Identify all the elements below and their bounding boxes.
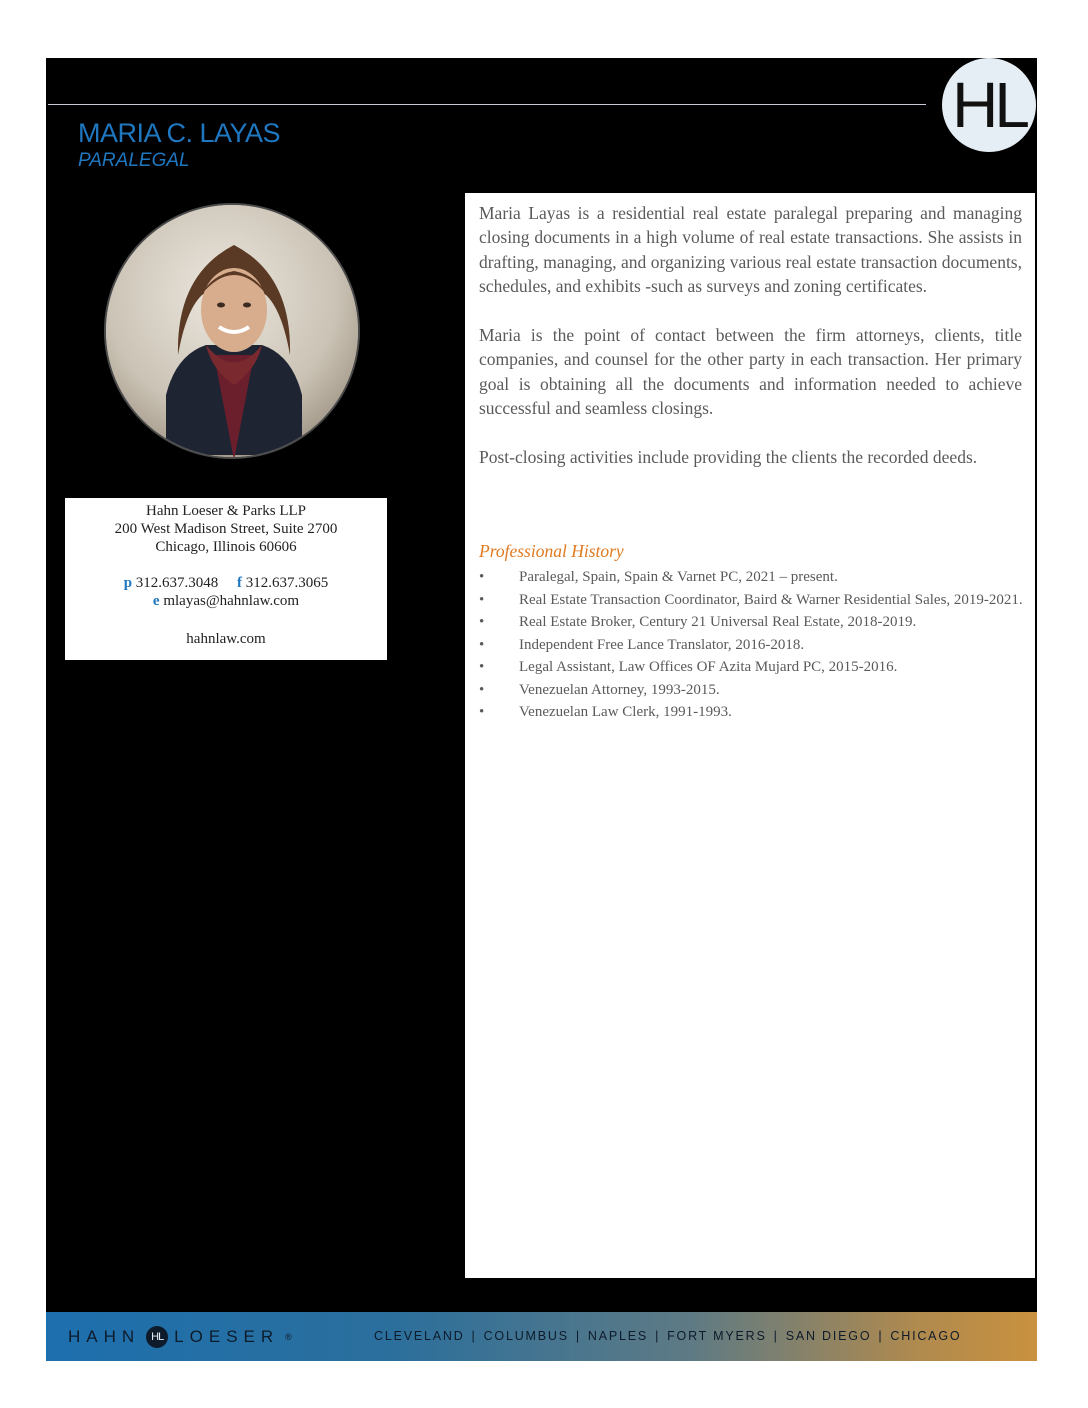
city-separator: |	[655, 1329, 661, 1343]
footer-bar	[46, 1312, 1037, 1361]
history-list	[479, 567, 1024, 725]
history-item-text: Legal Assistant, Law Offices OF Azita Mujard PC, 2015-2016.	[519, 659, 898, 675]
list-item	[479, 590, 1024, 610]
brand-logo-icon: HL	[146, 1326, 168, 1348]
bullet-icon: •	[479, 614, 485, 630]
phone-fax-line	[65, 574, 387, 592]
registered-mark: ®	[285, 1332, 292, 1342]
city-separator: |	[878, 1329, 884, 1343]
city-naples: NAPLES	[587, 1329, 649, 1343]
bio-section	[479, 201, 1022, 494]
person-title: PARALEGAL	[78, 150, 190, 171]
brand-hahn: HAHN	[68, 1327, 141, 1346]
bio-paragraph-3: Post-closing activities include providing the clients the recorded deeds.	[479, 447, 978, 468]
fax-number: 312.637.3065	[245, 575, 329, 591]
fax-label: f	[237, 575, 243, 591]
header-divider	[48, 104, 926, 105]
email-label: e	[152, 593, 160, 609]
history-item-text: Venezuelan Attorney, 1993-2015.	[519, 681, 720, 698]
city-separator: |	[773, 1329, 779, 1343]
portrait-illustration	[106, 205, 360, 459]
email-link[interactable]: mlayas@hahnlaw.com	[163, 593, 300, 609]
city-separator: |	[471, 1329, 477, 1343]
footer-cities	[374, 1329, 961, 1343]
bullet-icon: •	[479, 659, 485, 675]
bullet-icon: •	[479, 704, 485, 720]
phone-number[interactable]: 312.637.3048	[135, 575, 219, 591]
person-name: MARIA C. LAYAS	[78, 118, 281, 148]
firm-name: Hahn Loeser & Parks LLP	[146, 503, 306, 519]
bullet-icon: •	[479, 591, 485, 608]
city-san-diego: SAN DIEGO	[785, 1329, 872, 1343]
history-item-text: Venezuelan Law Clerk, 1991-1993.	[519, 704, 732, 720]
phone-label: p	[123, 575, 133, 591]
history-heading: Professional History	[479, 541, 624, 561]
bio-paragraph-1: Maria Layas is a residential real estate paralegal preparing and managing closing documents in a high volume of real estate transactions. She assists in drafting, managing, and organizing various real estate transaction documents, schedules, and exhibits -such as surveys and zoning certificates.	[479, 203, 1022, 297]
brand-loeser: LOESER	[174, 1327, 280, 1346]
footer-brand	[68, 1326, 292, 1348]
list-item	[479, 567, 1024, 587]
email-line	[65, 592, 387, 610]
hl-logo: HL	[942, 58, 1036, 152]
list-item	[479, 657, 1024, 677]
address-line-1: 200 West Madison Street, Suite 2700	[114, 521, 338, 537]
city-fort-myers: FORT MYERS	[667, 1329, 767, 1343]
city-cleveland: CLEVELAND	[374, 1329, 465, 1343]
city-separator: |	[575, 1329, 581, 1343]
profile-photo	[104, 203, 360, 459]
bullet-icon: •	[479, 569, 485, 585]
list-item	[479, 612, 1024, 632]
address-line-2: Chicago, Illinois 60606	[155, 539, 297, 555]
city-chicago: CHICAGO	[890, 1329, 962, 1343]
website-link[interactable]: hahnlaw.com	[186, 631, 266, 647]
history-item-text: Paralegal, Spain, Spain & Varnet PC, 2021 – present.	[519, 569, 838, 585]
list-item	[479, 680, 1024, 700]
history-item-text: Independent Free Lance Translator, 2016-2018.	[519, 636, 805, 653]
history-item-text: Real Estate Broker, Century 21 Universal Real Estate, 2018-2019.	[519, 614, 917, 630]
bio-paragraph-2: Maria is the point of contact between the firm attorneys, clients, title companies, and counsel for the other party in each transaction. Her primary goal is obtaining all the documents and information needed to achieve successful and seamless closings.	[479, 325, 1022, 419]
city-columbus: COLUMBUS	[483, 1329, 569, 1343]
bullet-icon: •	[479, 636, 485, 653]
contact-card	[65, 498, 387, 660]
list-item	[479, 702, 1024, 722]
list-item	[479, 635, 1024, 655]
history-item-text: Real Estate Transaction Coordinator, Baird & Warner Residential Sales, 2019-2021.	[519, 591, 1023, 608]
bullet-icon: •	[479, 681, 485, 698]
